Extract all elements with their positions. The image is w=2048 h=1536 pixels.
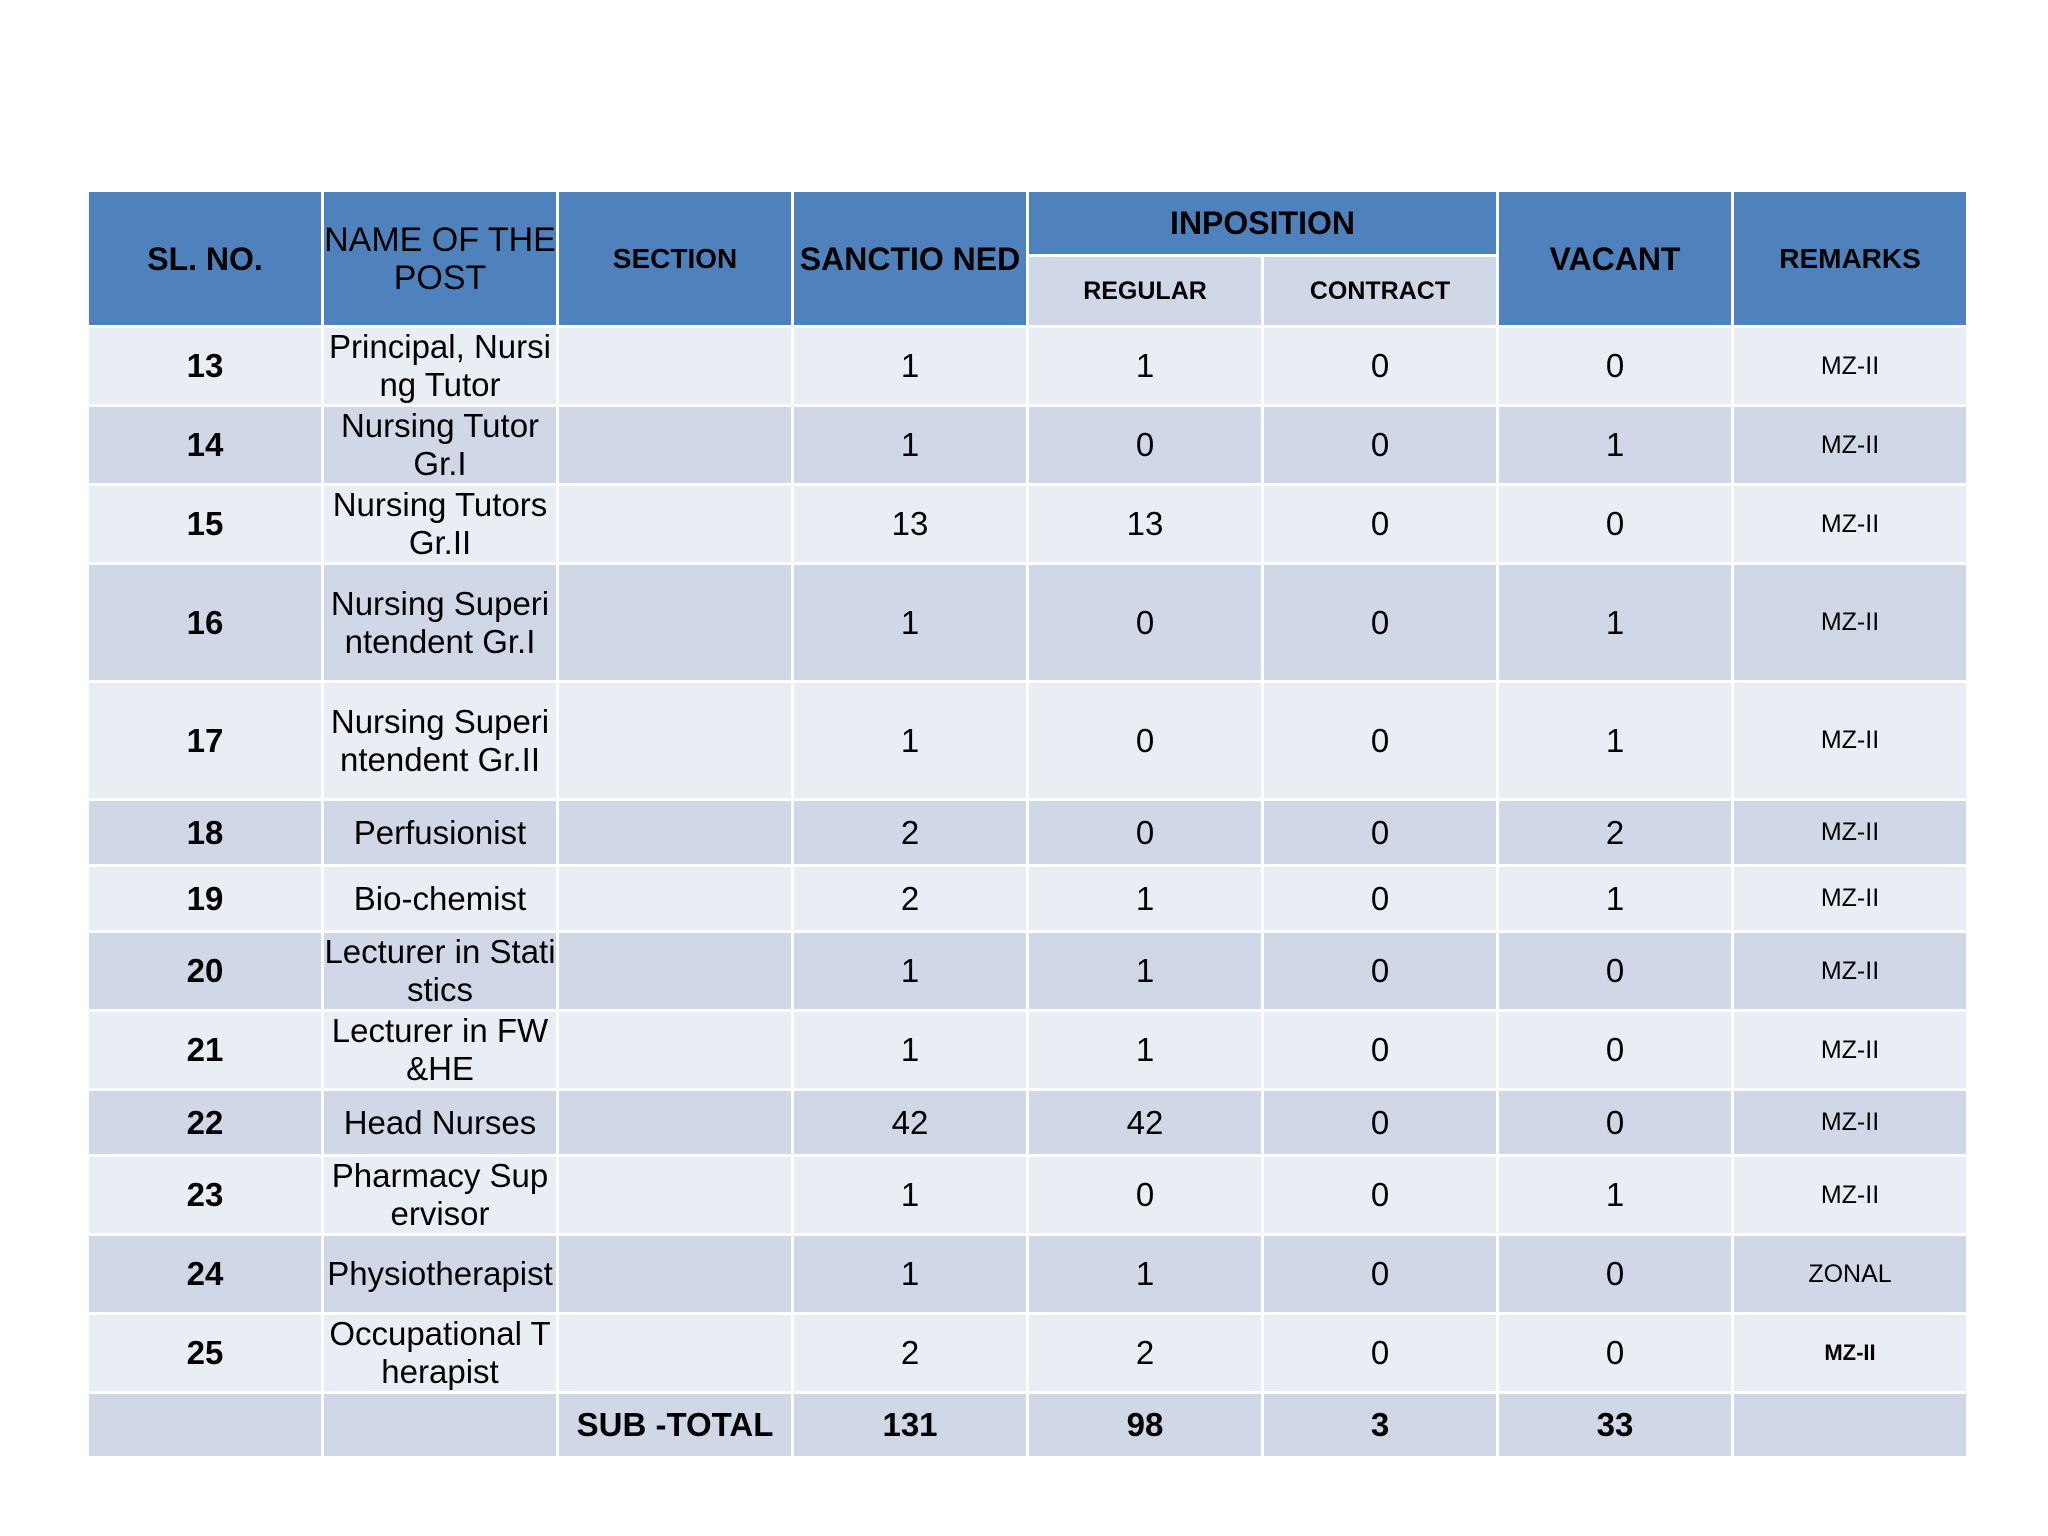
subtotal-vacant: 33 (1498, 1393, 1733, 1458)
cell-contract: 0 (1263, 327, 1498, 406)
header-name-of-post: NAME OF THE POST (323, 191, 558, 327)
cell-sanctioned: 1 (793, 406, 1028, 485)
cell-section (558, 932, 793, 1011)
subtotal-sanctioned: 131 (793, 1393, 1028, 1458)
cell-contract: 0 (1263, 932, 1498, 1011)
cell-post-name: Pharmacy Supervisor (323, 1156, 558, 1235)
cell-section (558, 564, 793, 682)
cell-vacant: 0 (1498, 932, 1733, 1011)
cell-contract: 0 (1263, 406, 1498, 485)
cell-contract: 0 (1263, 1314, 1498, 1393)
cell-contract: 0 (1263, 1235, 1498, 1314)
cell-remarks: MZ-II (1733, 932, 1968, 1011)
cell-post-name: Principal, Nursing Tutor (323, 327, 558, 406)
header-row (88, 191, 1968, 256)
cell-post-name: Nursing Superintendent Gr.II (323, 682, 558, 800)
cell-remarks: MZ-II (1733, 406, 1968, 485)
cell-section (558, 1314, 793, 1393)
cell-sanctioned: 1 (793, 1235, 1028, 1314)
cell-remarks: MZ-II (1733, 866, 1968, 932)
cell-post-name: Nursing Superintendent Gr.I (323, 564, 558, 682)
cell-regular: 2 (1028, 1314, 1263, 1393)
table-row (88, 1011, 1968, 1090)
table-row (88, 932, 1968, 1011)
subtotal-row (88, 1393, 1968, 1458)
table-row (88, 327, 1968, 406)
cell-regular: 1 (1028, 327, 1263, 406)
cell-section (558, 682, 793, 800)
cell-regular: 0 (1028, 564, 1263, 682)
cell-vacant: 1 (1498, 682, 1733, 800)
table-row (88, 1235, 1968, 1314)
cell-vacant: 1 (1498, 866, 1733, 932)
cell-section (558, 1156, 793, 1235)
cell-post-name: Nursing Tutor Gr.I (323, 406, 558, 485)
cell-remarks: MZ-II (1733, 485, 1968, 564)
cell-vacant: 0 (1498, 1011, 1733, 1090)
cell-vacant: 1 (1498, 1156, 1733, 1235)
cell-remarks: MZ-II (1733, 1314, 1968, 1393)
cell-sanctioned: 1 (793, 1011, 1028, 1090)
cell-contract: 0 (1263, 1011, 1498, 1090)
cell-remarks: MZ-II (1733, 682, 1968, 800)
header-section: SECTION (558, 191, 793, 327)
cell-regular: 0 (1028, 682, 1263, 800)
table-row (88, 682, 1968, 800)
header-regular: REGULAR (1028, 256, 1263, 327)
cell-vacant: 0 (1498, 327, 1733, 406)
cell-contract: 0 (1263, 485, 1498, 564)
cell-post-name: Perfusionist (323, 800, 558, 866)
table-row (88, 406, 1968, 485)
cell-remarks: MZ-II (1733, 564, 1968, 682)
cell-contract: 0 (1263, 866, 1498, 932)
cell-section (558, 1011, 793, 1090)
cell-regular: 42 (1028, 1090, 1263, 1156)
header-inposition: INPOSITION (1028, 191, 1498, 256)
cell-sl-no: 19 (88, 866, 323, 932)
cell-vacant: 1 (1498, 406, 1733, 485)
cell-vacant: 0 (1498, 1235, 1733, 1314)
cell-sanctioned: 2 (793, 1314, 1028, 1393)
table-row (88, 485, 1968, 564)
cell-section (558, 1235, 793, 1314)
cell-sanctioned: 1 (793, 682, 1028, 800)
cell-sl-no: 13 (88, 327, 323, 406)
cell-regular: 0 (1028, 800, 1263, 866)
cell-sl-no: 20 (88, 932, 323, 1011)
subtotal-blank-sl (88, 1393, 323, 1458)
subtotal-blank-name (323, 1393, 558, 1458)
cell-post-name: Lecturer in FW&HE (323, 1011, 558, 1090)
cell-section (558, 327, 793, 406)
subtotal-label: SUB -TOTAL (558, 1393, 793, 1458)
table-row (88, 866, 1968, 932)
table-row (88, 1156, 1968, 1235)
cell-vacant: 2 (1498, 800, 1733, 866)
table-row (88, 800, 1968, 866)
table-row (88, 1314, 1968, 1393)
subtotal-contract: 3 (1263, 1393, 1498, 1458)
cell-contract: 0 (1263, 682, 1498, 800)
cell-sl-no: 16 (88, 564, 323, 682)
posts-table (86, 189, 1969, 1459)
table-body (88, 327, 1968, 1393)
cell-section (558, 1090, 793, 1156)
cell-section (558, 406, 793, 485)
cell-sanctioned: 1 (793, 1156, 1028, 1235)
header-sanctioned: SANCTIO NED (793, 191, 1028, 327)
cell-remarks: MZ-II (1733, 800, 1968, 866)
cell-regular: 1 (1028, 932, 1263, 1011)
cell-post-name: Bio-chemist (323, 866, 558, 932)
cell-post-name: Physiotherapist (323, 1235, 558, 1314)
cell-sanctioned: 2 (793, 866, 1028, 932)
cell-section (558, 866, 793, 932)
cell-contract: 0 (1263, 1156, 1498, 1235)
cell-remarks: ZONAL (1733, 1235, 1968, 1314)
subtotal-blank-remarks (1733, 1393, 1968, 1458)
cell-contract: 0 (1263, 564, 1498, 682)
cell-sanctioned: 13 (793, 485, 1028, 564)
cell-post-name: Nursing Tutors Gr.II (323, 485, 558, 564)
header-contract: CONTRACT (1263, 256, 1498, 327)
header-sl-no: SL. NO. (88, 191, 323, 327)
cell-sl-no: 14 (88, 406, 323, 485)
cell-remarks: MZ-II (1733, 1090, 1968, 1156)
cell-contract: 0 (1263, 800, 1498, 866)
cell-sanctioned: 1 (793, 327, 1028, 406)
cell-remarks: MZ-II (1733, 1011, 1968, 1090)
table-row (88, 564, 1968, 682)
cell-regular: 13 (1028, 485, 1263, 564)
cell-sl-no: 18 (88, 800, 323, 866)
cell-section (558, 800, 793, 866)
cell-contract: 0 (1263, 1090, 1498, 1156)
cell-vacant: 1 (1498, 564, 1733, 682)
cell-vacant: 0 (1498, 485, 1733, 564)
cell-sanctioned: 1 (793, 564, 1028, 682)
cell-sl-no: 15 (88, 485, 323, 564)
cell-sl-no: 22 (88, 1090, 323, 1156)
cell-remarks: MZ-II (1733, 327, 1968, 406)
cell-sl-no: 21 (88, 1011, 323, 1090)
cell-sanctioned: 2 (793, 800, 1028, 866)
cell-sl-no: 23 (88, 1156, 323, 1235)
cell-post-name: Lecturer in Statistics (323, 932, 558, 1011)
cell-vacant: 0 (1498, 1314, 1733, 1393)
cell-sl-no: 17 (88, 682, 323, 800)
cell-sl-no: 24 (88, 1235, 323, 1314)
cell-regular: 0 (1028, 1156, 1263, 1235)
header-vacant: VACANT (1498, 191, 1733, 327)
cell-remarks: MZ-II (1733, 1156, 1968, 1235)
cell-vacant: 0 (1498, 1090, 1733, 1156)
cell-sanctioned: 42 (793, 1090, 1028, 1156)
cell-section (558, 485, 793, 564)
cell-sl-no: 25 (88, 1314, 323, 1393)
subtotal-regular: 98 (1028, 1393, 1263, 1458)
cell-sanctioned: 1 (793, 932, 1028, 1011)
cell-regular: 1 (1028, 1011, 1263, 1090)
cell-post-name: Head Nurses (323, 1090, 558, 1156)
cell-post-name: Occupational Therapist (323, 1314, 558, 1393)
table-row (88, 1090, 1968, 1156)
cell-regular: 1 (1028, 866, 1263, 932)
cell-regular: 0 (1028, 406, 1263, 485)
cell-regular: 1 (1028, 1235, 1263, 1314)
header-remarks: REMARKS (1733, 191, 1968, 327)
